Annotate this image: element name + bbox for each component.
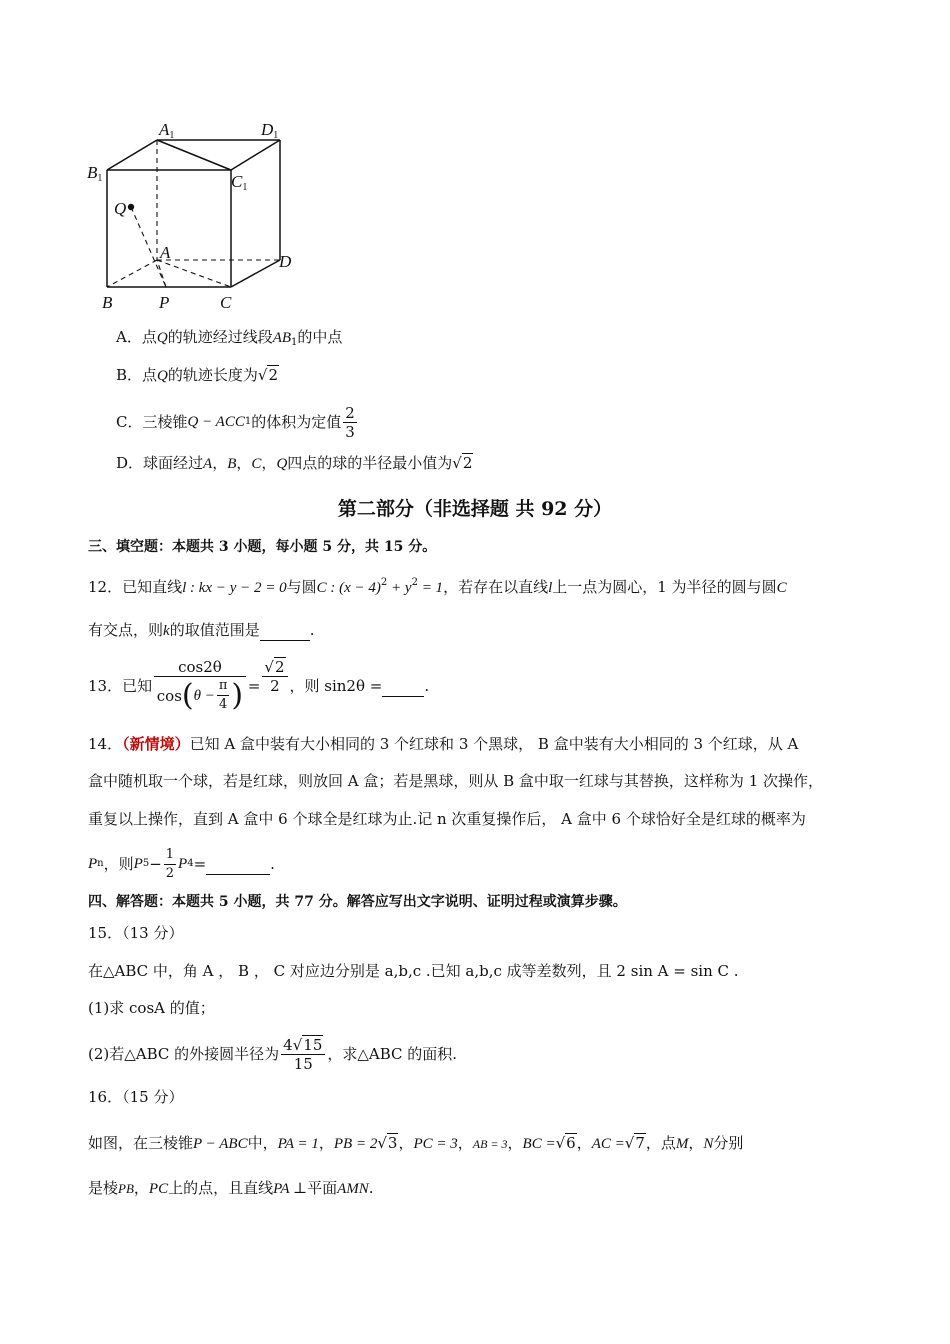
- point-Q: [128, 204, 134, 210]
- hidden-edge-AB: [107, 260, 157, 287]
- option-b: B．点Q的轨迹长度为√2: [116, 366, 278, 384]
- answer-blank[interactable]: [206, 854, 270, 875]
- label-B: B: [102, 293, 113, 312]
- question-13: 13．已知 cos2θ cos ( θ − $\frac{\pi}{4}$ ) = $\frac{√2}{2}$ ，则 sin2θ = .: [88, 657, 430, 713]
- edge-C1D1: [231, 140, 280, 170]
- part-two-title: 第二部分（非选择题 共 92 分）: [337, 498, 613, 520]
- option-d: D．球面经过A，B，C，Q四点的球的半径最小值为√2: [116, 454, 473, 472]
- cube-figure: [80, 115, 310, 320]
- label-A1: A1: [159, 120, 175, 141]
- edge-B1A1: [107, 140, 157, 170]
- option-c: C．三棱锥 Q − ACC 1 的体积为定值 $\frac{2}{3}$: [116, 403, 355, 441]
- label-P: P: [159, 293, 170, 312]
- answer-blank[interactable]: [260, 620, 310, 641]
- question-15-part1: (1)求 cosA 的值；: [88, 999, 215, 1017]
- question-12-line2: 有交点，则k的取值范围是 .: [88, 621, 315, 639]
- question-15-line1: 在△ABC 中，角 A ， B ， C 对应边分别是 a,b,c .已知 a,b,c 成等差数列，且 2 sin A = sin C .: [88, 962, 739, 980]
- question-15-part2: (2)若△ABC 的外接圆半径为 $\frac{4√15}{15}$ ，求△ABC 的面积.: [88, 1035, 458, 1073]
- label-C1: C1: [231, 172, 248, 193]
- label-Q: Q: [114, 199, 127, 218]
- label-A: A: [160, 243, 171, 262]
- answer-blank[interactable]: [382, 676, 424, 697]
- edge-A1C1: [157, 140, 231, 170]
- question-15-head: 15．（13 分）: [88, 924, 184, 942]
- question-14-line2: 盒中随机取一个球，若是红球，则放回 A 盒；若是黑球，则从 B 盒中取一红球与其替换，这样称为 1 次操作，: [88, 772, 824, 790]
- label-D: D: [279, 252, 292, 271]
- question-12-line1: 12．已知直线l : kx − y − 2 = 0与圆C : $(x - 4)^2 + y^2 = 1$，若存在以直线l上一点为圆心，1 为半径的圆与圆C: [88, 577, 787, 596]
- question-14-line1: 14．（新情境）已知 A 盒中装有大小相同的 3 个红球和 3 个黑球， B 盒中装有大小相同的 3 个红球，从 A: [88, 735, 799, 753]
- question-16-head: 16．（15 分）: [88, 1088, 184, 1106]
- label-B1: B1: [87, 163, 103, 184]
- label-D1: D1: [261, 120, 279, 141]
- question-16-line1: 如图，在三棱锥P − ABC中，PA = 1，PB = 2√3，PC = 3，AB = 3，BC =√6，AC =√7，点M，N分别: [88, 1134, 744, 1152]
- question-14-line4: P n ，则 P 5 − $\frac{1}{2}$ P 4 = .: [88, 846, 275, 881]
- option-a: A．点Q的轨迹经过线段$AB_1$的中点: [116, 328, 343, 348]
- question-14-line3: 重复以上操作，直到 A 盒中 6 个球全是红球为止.记 n 次重复操作后， A 盒中 6 个球恰好全是红球的概率为: [88, 810, 806, 828]
- section-four-heading: 四、解答题：本题共 5 小题，共 77 分。解答应写出文字说明、证明过程或演算步骤。: [88, 894, 627, 910]
- label-C: C: [220, 293, 232, 312]
- hidden-segment-AC: [157, 260, 231, 287]
- edge-CD: [231, 260, 280, 287]
- section-three-heading: 三、填空题：本题共 3 小题，每小题 5 分，共 15 分。: [88, 539, 437, 555]
- hidden-segment-AP: [157, 260, 166, 287]
- question-16-line2: 是棱PB，PC上的点，且直线PA ⊥平面AMN.: [88, 1179, 374, 1197]
